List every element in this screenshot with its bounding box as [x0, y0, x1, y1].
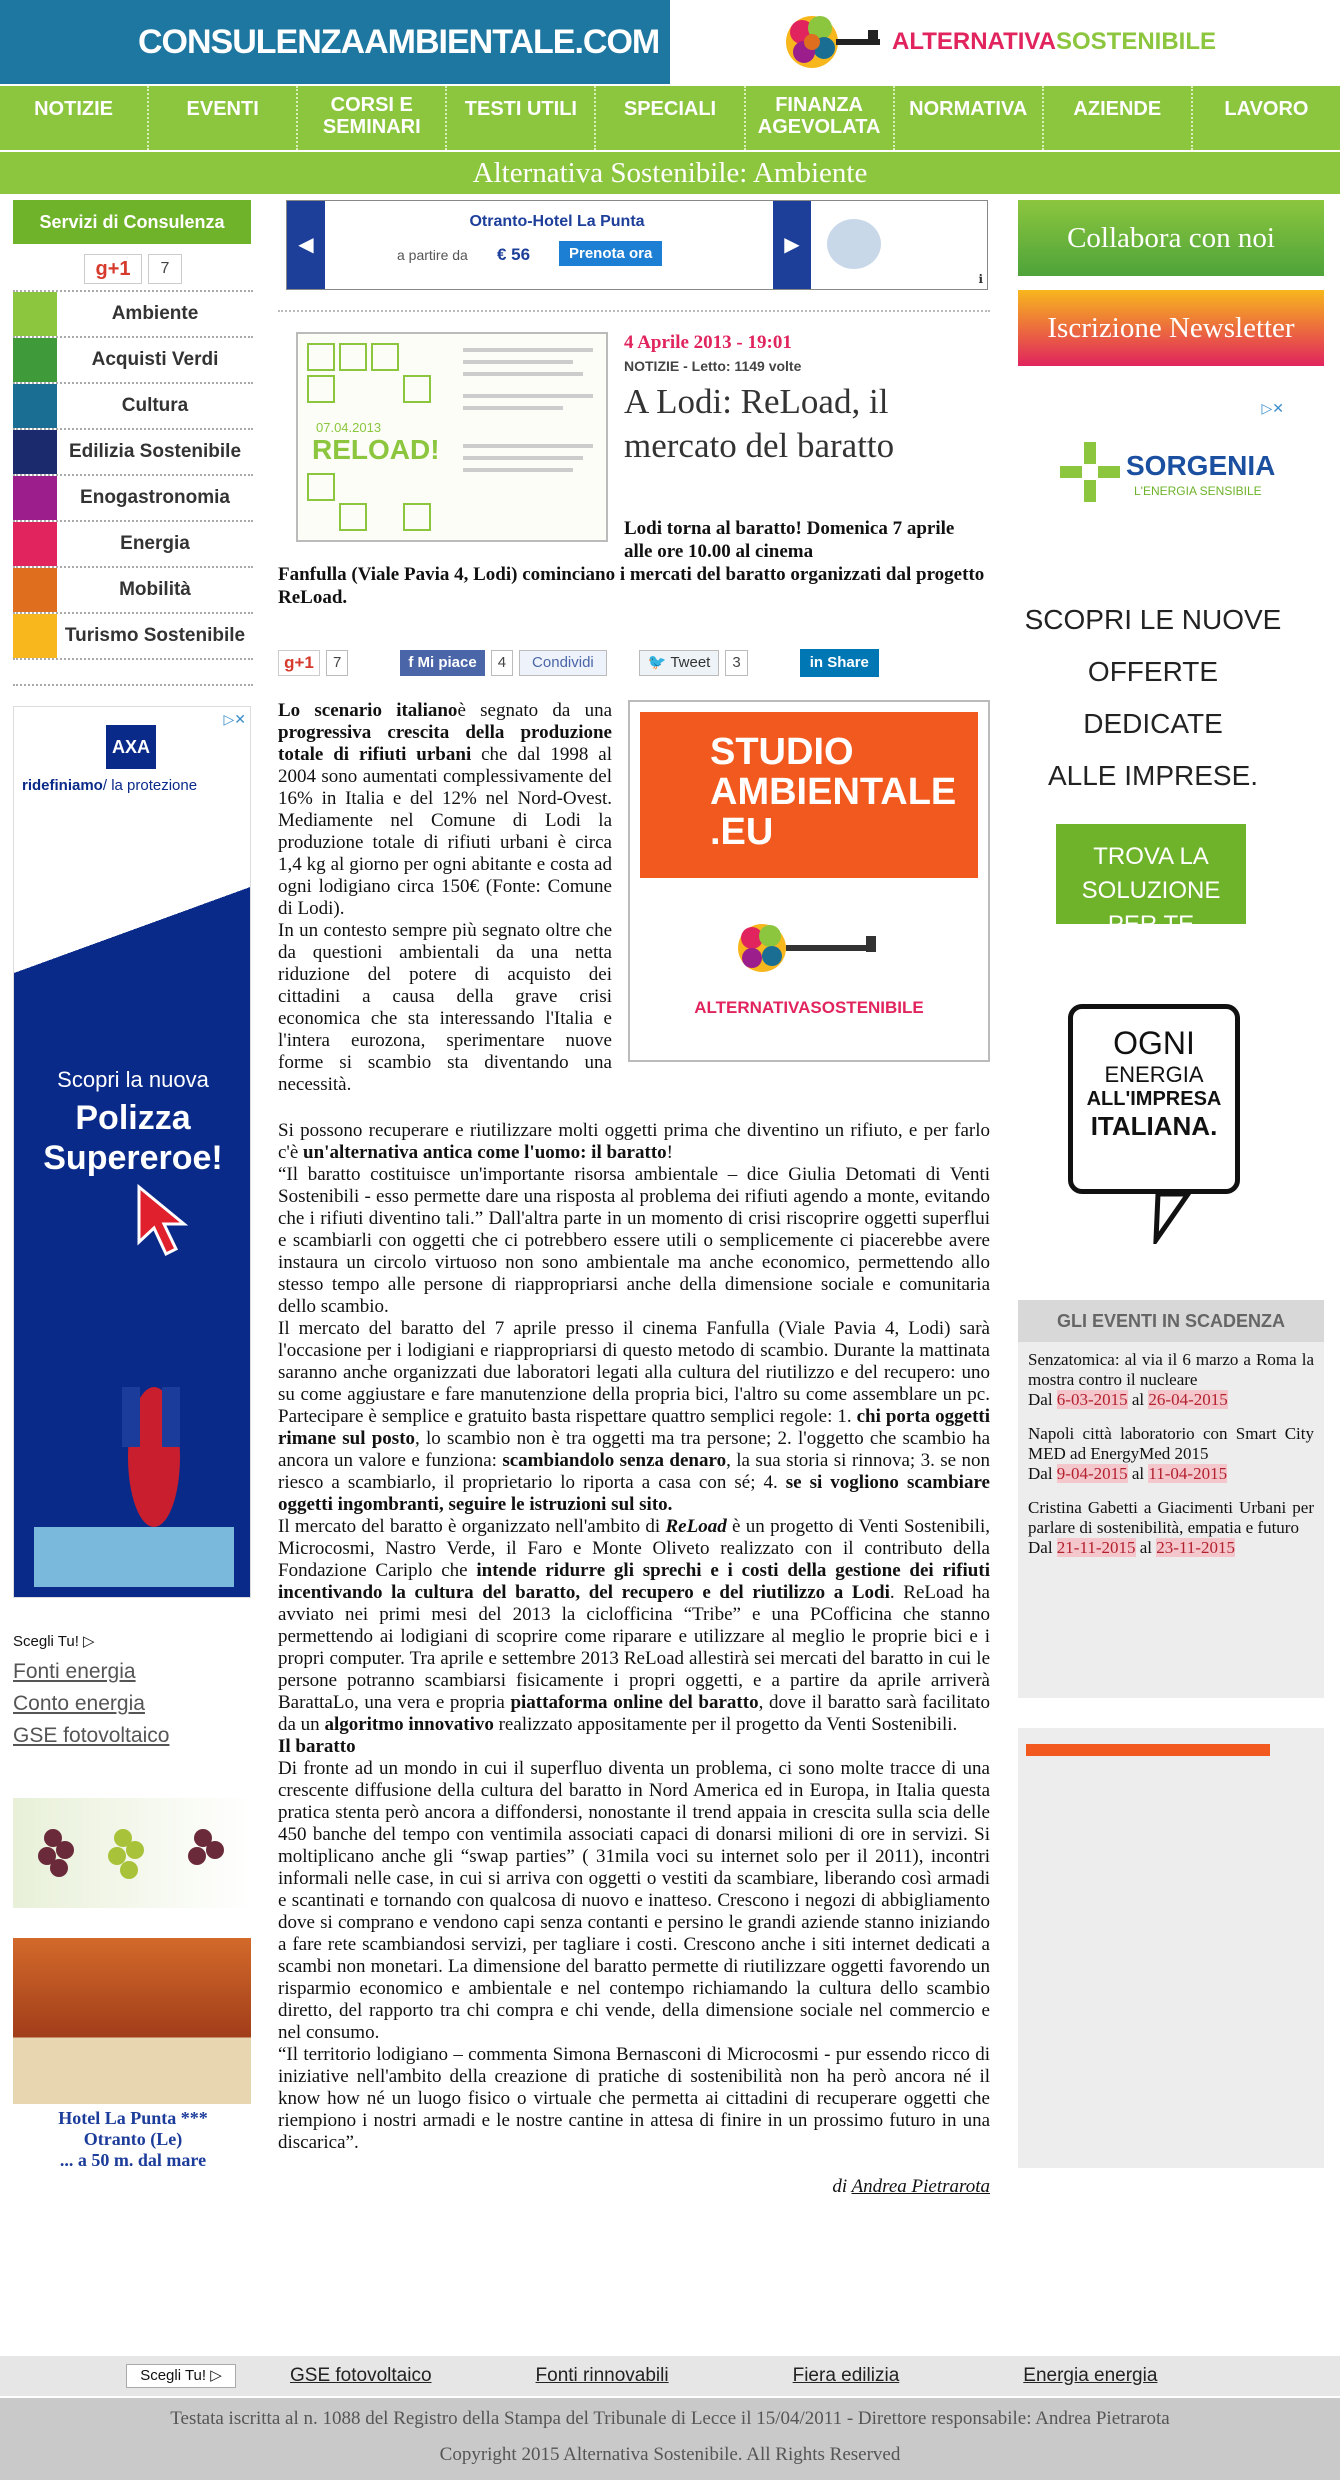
logo-text-alternativa: ALTERNATIVA [892, 28, 1056, 55]
nav-normativa[interactable]: NORMATIVA [895, 86, 1044, 150]
studio-line3: .EU [710, 811, 774, 853]
category-energia[interactable] [13, 522, 253, 568]
thumb-title: RELOAD! [312, 434, 440, 465]
category-label[interactable]: Enogastronomia [80, 487, 230, 508]
share-tweet-count: 3 [725, 650, 747, 676]
axa-ad-line3: Supereroe! [43, 1139, 223, 1177]
event-item[interactable] [1028, 1350, 1314, 1410]
category-mobilita[interactable] [13, 568, 253, 614]
category-cultura[interactable] [13, 384, 253, 430]
nav-lavoro[interactable]: LAVORO [1224, 98, 1309, 120]
grapes-icon [13, 1798, 251, 1908]
category-acquisti-verdi[interactable] [13, 338, 253, 384]
hotel-name: Hotel La Punta *** [58, 2108, 208, 2128]
footer-legal [0, 2398, 1340, 2480]
category-label[interactable]: Turismo Sostenibile [64, 625, 246, 646]
category-list [13, 290, 253, 660]
share-gplus-count: 7 [326, 650, 348, 676]
studio-line1: STUDIO [710, 731, 854, 773]
banner-info-icon[interactable]: ℹ [978, 272, 983, 286]
event-dates: Dal 6-03-2015 al 26-04-2015 [1028, 1390, 1228, 1409]
site-logo-consulenza[interactable]: CONSULENZAAMBIENTALE.COM [0, 0, 670, 84]
alternativa-logo-icon [730, 914, 890, 984]
nav-speciali[interactable]: SPECIALI [596, 86, 745, 150]
share-facebook-button[interactable]: f Mi piace [400, 650, 484, 676]
footer-links [0, 2356, 1340, 2396]
banner-next-arrow-icon[interactable]: ▶ [773, 201, 811, 289]
link-conto-energia[interactable]: Conto energia [13, 1692, 145, 1715]
article-paragraph: Lo scenario italianoè segnato da una progressiva crescita della produzione totale di rifiuti urbani che dal 1998 al 2004 sono aumentati complessivamente del 16% in Italia e del 12% nel Nord-Ovest. Mediamente nel Comune di Lodi la produzione totale di rifiuti urbani è circa 1,4 kg al giorno per ogni abitante e costa ad ogni lodigiano circa 150€ (Fonte: Comune di Lodi). [278, 700, 612, 919]
article-lead-a: Lodi torna al baratto! Domenica 7 aprile alle ore 10.00 al cinema [624, 518, 955, 562]
sorgenia-cta-line2: SOLUZIONE PER TE [1081, 877, 1221, 938]
hotel-image[interactable] [13, 1938, 251, 2104]
event-dates: Dal 9-04-2015 al 11-04-2015 [1028, 1464, 1228, 1483]
section-subtitle: Alternativa Sostenibile: Ambiente [0, 152, 1340, 194]
main-nav [0, 86, 1340, 150]
article-date: 4 Aprile 2013 - 19:01 [624, 332, 792, 353]
category-label[interactable]: Mobilità [119, 579, 191, 600]
studio-line2: AMBIENTALE [710, 771, 957, 813]
divider [13, 660, 253, 686]
link-fonti-energia[interactable]: Fonti energia [13, 1660, 136, 1683]
article-paragraph: Il mercato del baratto è organizzato nell'ambito di ReLoad è un progetto di Venti Sostenibili, Microcosmi, Nastro Verde, il Faro e Monte Oliveto realizzato con il contributo della Fondazione Cariplo che intende ridurre gli sprechi e i costi della gestione dei rifiuti incentivando la cultura del baratto, del recupero e del riutilizzo a Lodi. ReLoad ha avviato nei primi mesi del 2013 la ciclofficina “Tribe” e una PCofficina che stanno permettendo ai lodigiani di scoprire come riparare e utilizzare al meglio le proprie bici e i propri computer. Tra aprile e settembre 2013 ReLoad allestirà sei mercati del baratto in cui le persone potranno scambiarsi fisicamente i propri oggetti, e a partire da aprile arriverà BarattaLo, una vera e propria piattaforma online del baratto, dove il baratto sarà facilitato da un algoritmo innovativo realizzato appositamente per il progetto da Venti Sostenibili. [278, 1516, 990, 1735]
article-header [278, 332, 990, 652]
collabora-button[interactable]: Collabora con noi [1018, 200, 1324, 276]
sorgenia-headline [1018, 594, 1288, 802]
nav-eventi[interactable]: EVENTI [149, 86, 298, 150]
footer-link-fiera[interactable]: Fiera edilizia [792, 2365, 900, 2386]
studio-ad-banner [640, 712, 978, 878]
nav-aziende[interactable]: AZIENDE [1044, 86, 1193, 150]
twitter-icon: 🐦 [647, 654, 671, 671]
category-edilizia[interactable] [13, 430, 253, 476]
nav-notizie[interactable]: NOTIZIE [0, 86, 149, 150]
event-title[interactable]: Napoli città laboratorio con Smart City MED ad EnergyMed 2015 [1028, 1424, 1314, 1463]
article-paragraph: “Il territorio lodigiano – commenta Simona Bernasconi di Microcosmi - pur essendo ricco di iniziative nell'ambito della creazione di pratiche di sostenibilità non ha però ancora né il know how né un luogo fisico o virtuale che permetta ai cittadini di recuperare oggetti che riempiono i nostri armadi e le nostre cantine in attesa di finire in un prossimo futuro in una discarica”. [278, 2044, 990, 2153]
sorgenia-ad[interactable] [1018, 394, 1288, 1284]
left-links [13, 1660, 253, 1748]
sorgenia-brand: SORGENIA [1126, 450, 1276, 481]
article-paragraph: Si possono recuperare e riutilizzare molti oggetti prima che diventino un rifiuto, e per farlo c'è un'alternativa antica come l'uomo: il baratto! [278, 1120, 990, 1163]
superhero-figure-icon [34, 1347, 234, 1587]
left-sidebar [13, 200, 253, 2171]
hotel-city: Otranto (Le) [83, 2129, 183, 2149]
sorgenia-line2: OFFERTE DEDICATE [1083, 656, 1223, 739]
divider [278, 310, 990, 312]
article-paragraph: In un contesto sempre più segnato oltre che da questioni ambientali da una netta riduzione del potere di acquisto dei cittadini a causa della grave crisi economica che sta interessando l'Italia e l'intera eurozona, sperimentare nuove forme si scambio sta diventando una necessità. [278, 920, 612, 1095]
footer-link-fonti[interactable]: Fonti rinnovabili [535, 2365, 669, 2386]
nav-corsi[interactable]: CORSI E SEMINARI [298, 86, 447, 150]
cursor-arrow-icon [134, 1182, 204, 1262]
footer-copyright: Copyright 2015 Alternativa Sostenibile. All Rights Reserved [439, 2444, 901, 2465]
category-swatch [13, 568, 57, 612]
bubble-line4: ITALIANA. [1090, 1111, 1218, 1141]
empty-widget [1018, 1728, 1324, 2168]
events-title: GLI EVENTI IN SCADENZA [1018, 1300, 1324, 1342]
footer-link-energia[interactable]: Energia energia [1023, 2365, 1158, 2386]
event-dates: Dal 21-11-2015 al 23-11-2015 [1028, 1538, 1235, 1557]
category-label[interactable]: Edilizia Sostenibile [68, 441, 242, 462]
share-tweet-button[interactable]: 🐦 Tweet [639, 650, 720, 676]
article-byline: di Andrea Pietrarota [832, 2176, 990, 2197]
speech-bubble [1068, 1004, 1240, 1194]
article-title: A Lodi: ReLoad, il mercato del baratto [624, 382, 895, 465]
servizi-header[interactable]: Servizi di Consulenza [13, 200, 251, 244]
article-body [278, 700, 990, 2198]
article-paragraph: “Il baratto costituisce un'importante risorsa ambientale – dice Giulia Detomati di Venti Sostenibili - esso permette dare una risposta al problema dei rifiuti agendo a monte, evitando che i rifiuti diventino tali.” Dall'altra parte in un momento di crisi riscoprire oggetti superflui e scambiarli con oggetti che ci potrebbero essere utili o semplicemente ci piacerebbe avere instaura un circolo virtuoso non sono ambientale ma anche economico, permettendo allo stesso tempo alle persone di riappropriarsi anche della dimensione sociale e comunitaria dello scambio. [278, 1164, 990, 1317]
article-paragraph: Il mercato del baratto del 7 aprile presso il cinema Fanfulla (Viale Pavia 4, Lodi) sarà l'occasione per i lodigiani e riappropriarsi di questo metodo di scambio. Durante la mattinata saranno anche organizzati due laboratori legati alla cultura del riutilizzo e del recupero: uno su come aggiustare e fare manutenzione della propria bici, l'altro su come assemblare un pc. Partecipare è semplice e gratuito basta rispettare quattro semplici regole: 1. chi porta oggetti rimane sul posto, lo scambio non è tra oggetti ma tra persone; 2. l'oggetto che scambio ha ancora un valore e funziona: scambiandolo senza denaro, la sua storia si rinnova; 3. se non riesco a scambiarlo, il proprietario lo riporta a casa con sé; 4. se si vogliono scambiare oggetti ingombranti, seguire le istruzioni sul sito. [278, 1318, 990, 1515]
event-item[interactable] [1028, 1498, 1314, 1558]
category-swatch [13, 430, 57, 474]
studio-ambientale-ad[interactable] [628, 700, 990, 1062]
category-ambiente[interactable] [13, 292, 253, 338]
nav-testi[interactable]: TESTI UTILI [447, 86, 596, 150]
gplus-widget [13, 254, 253, 284]
axa-tagline: ridefiniamo/ la protezione [22, 777, 198, 794]
axa-ad-line1: Scopri la nuova [57, 1067, 209, 1092]
banner-prev-arrow-icon[interactable]: ◀ [287, 201, 325, 289]
banner-image [827, 219, 881, 269]
category-turismo[interactable] [13, 614, 253, 660]
event-title[interactable]: Cristina Gabetti a Giacimenti Urbani per parlare di sostenibilità, empatia e futuro [1028, 1498, 1314, 1537]
sorgenia-line3: ALLE IMPRESE. [1047, 760, 1259, 791]
author-link[interactable]: Andrea Pietrarota [851, 2176, 990, 2197]
bubble-line3: ALL'IMPRESA [1086, 1088, 1222, 1110]
thumb-date: 07.04.2013 [316, 420, 382, 435]
category-label[interactable]: Cultura [121, 395, 189, 416]
banner-price: € 56 [497, 245, 531, 264]
events-panel [1018, 1300, 1324, 1698]
axa-logo: AXA [106, 725, 156, 769]
facebook-icon: f [408, 654, 418, 671]
banner-book-button[interactable]: Prenota ora [559, 241, 662, 266]
studio-logo-text: ALTERNATIVASOSTENIBILE [694, 998, 924, 1017]
sorgenia-tagline: L'ENERGIA SENSIBILE [1134, 484, 1262, 498]
category-swatch [13, 338, 57, 382]
banner-title: Otranto-Hotel La Punta [469, 213, 645, 230]
banner-from: a partire da [397, 247, 468, 263]
category-label[interactable]: Acquisti Verdi [91, 349, 219, 370]
site-logo-alternativa[interactable] [780, 0, 1340, 84]
logo-text-sostenibile: SOSTENIBILE [1055, 28, 1217, 55]
category-swatch [13, 292, 57, 336]
footer-registration: Testata iscritta al n. 1088 del Registro della Stampa del Tribunale di Lecce il 15/04/2011 - Direttore responsabile: Andrea Pietrarota [170, 2408, 1170, 2429]
gplus-count: 7 [148, 254, 182, 284]
article-subheading: Il baratto [278, 1736, 356, 1757]
footer-scegli-tu[interactable]: Scegli Tu! ▷ [126, 2364, 236, 2388]
scegli-tu[interactable]: Scegli Tu! ▷ [13, 1633, 95, 1650]
color-wheel-key-icon [780, 2, 880, 82]
main-content [278, 200, 990, 2198]
axa-ad[interactable] [13, 706, 251, 1598]
event-title[interactable]: Senzatomica: al via il 6 marzo a Roma la mostra contro il nucleare [1028, 1350, 1314, 1389]
event-item[interactable] [1028, 1424, 1314, 1484]
category-swatch [13, 384, 57, 428]
widget-orange-bar [1026, 1744, 1270, 1756]
nav-finanza[interactable]: FINANZA AGEVOLATA [746, 86, 895, 150]
sorgenia-cta-button[interactable] [1056, 824, 1246, 938]
bubble-line2: ENERGIA [1104, 1062, 1204, 1087]
linkedin-icon: in [809, 654, 828, 671]
share-facebook-count: 4 [491, 650, 513, 676]
category-enogastronomia[interactable] [13, 476, 253, 522]
adchoices-icon[interactable]: ▷✕ [223, 711, 246, 727]
sorgenia-logo-icon [1060, 442, 1120, 502]
adchoices-icon[interactable]: ▷✕ [1261, 400, 1284, 416]
article-lead-b: Fanfulla (Viale Pavia 4, Lodi) cominciano i mercati del baratto organizzati dal progetto ReLoad. [278, 564, 985, 608]
article-paragraph: Di fronte ad un mondo in cui il superfluo diventa un problema, ci sono molte tracce di una crescente diffusione della cultura del baratto in Nord America ed in Europa, in Italia questa pratica stenta però ancora a diffondersi, nonostante il trend appaia in crescita sulla scia delle 450 banche del tempo con ventimila associati capaci di donarsi milioni di ore in servizi. Si moltiplicano anche gli “swap parties” ( 31mila voci su internet solo per il 2011), incontri informali nelle case, in cui si arriva con oggetti o vestiti da scambiare, liberando così armadi e scantinati e tornando con qualcosa di nuovo e inatteso. Crescono i negozi di abbigliamento dove si comprano e vendono capi senza contanti e persino le grandi aziende stanno iniziando a fare rete scambiandosi servizi, per tagliare i costi. Crescono anche i siti internet dedicati a scambi non monetari. La dimensione del baratto permette di riutilizzare oggetti favorendo un risparmio economico e ambientale e nel contempo richiamando la cultura dello scambio diretto, del rapporto tra chi compra e chi vende, della dimensione sociale nel commercio e nel consumo. [278, 1758, 990, 2043]
link-gse[interactable]: GSE fotovoltaico [13, 1724, 170, 1747]
right-sidebar [1018, 200, 1326, 2168]
article-meta: NOTIZIE - Letto: 1149 volte [624, 358, 802, 374]
sorgenia-line1: SCOPRI LE NUOVE [1024, 604, 1282, 635]
newsletter-button[interactable]: Iscrizione Newsletter [1018, 290, 1324, 366]
grapes-image[interactable] [13, 1798, 251, 1908]
gplus-button[interactable]: g+1 [84, 254, 142, 284]
sorgenia-cta-line1: TROVA LA [1093, 843, 1209, 870]
bubble-tail-icon [1148, 1194, 1208, 1244]
category-swatch [13, 522, 57, 566]
axa-ad-line2: Polizza [75, 1099, 191, 1137]
bubble-line1: OGNI [1113, 1025, 1195, 1061]
hotel-banner-ad[interactable] [286, 200, 988, 290]
hotel-distance: ... a 50 m. dal mare [59, 2150, 207, 2170]
article-thumbnail[interactable] [296, 332, 608, 542]
share-linkedin-button[interactable]: in Share [800, 649, 879, 677]
category-swatch [13, 614, 57, 658]
category-label[interactable]: Energia [120, 533, 190, 554]
share-gplus-button[interactable]: g+1 [278, 650, 320, 676]
hotel-caption[interactable] [13, 2108, 253, 2171]
category-swatch [13, 476, 57, 520]
footer-link-gse[interactable]: GSE fotovoltaico [290, 2365, 432, 2386]
share-condividi-button[interactable]: Condividi [519, 650, 607, 676]
category-label[interactable]: Ambiente [111, 303, 199, 324]
